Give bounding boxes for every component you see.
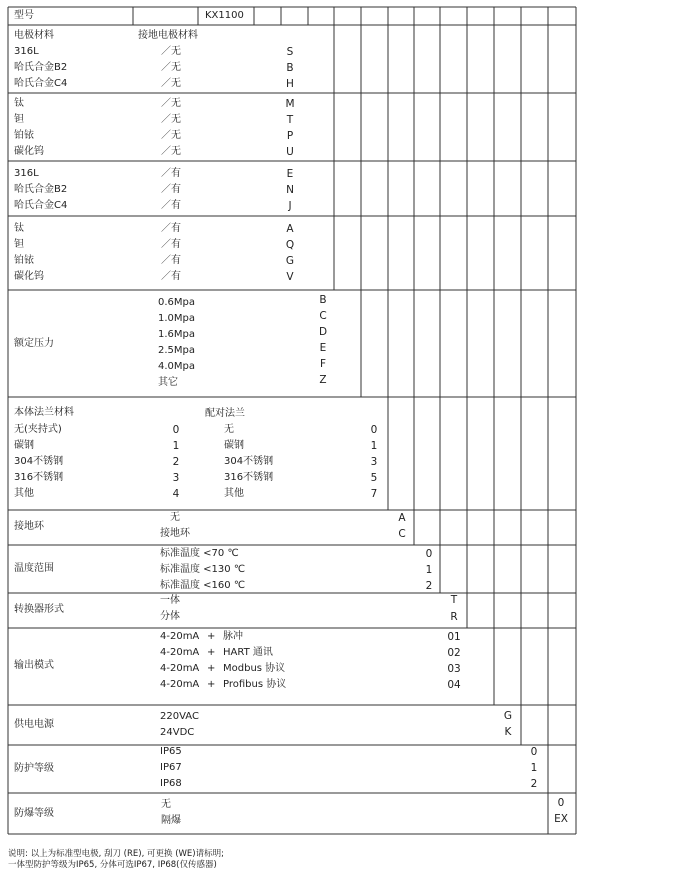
- ground-electrode-option: ／无: [161, 78, 181, 89]
- electrode-material: 哈氏合金B2: [14, 62, 68, 73]
- ground-ring-code: A: [398, 512, 406, 524]
- explosion-code: 0: [557, 797, 565, 809]
- explosion-label: 防爆等级: [14, 808, 54, 819]
- model-label: 型号: [14, 10, 34, 21]
- flange-code: 4: [172, 488, 180, 500]
- electrode-material: 铂铱: [14, 255, 34, 266]
- flange-option: 无(夹持式): [14, 424, 62, 435]
- electrode-code: S: [286, 46, 294, 58]
- pressure-code: B: [319, 294, 327, 306]
- temperature-option: 标准温度 <160 ℃: [160, 580, 246, 591]
- power-code: G: [503, 710, 513, 722]
- ground-ring-label: 接地环: [14, 521, 44, 532]
- protection-code: 1: [530, 762, 538, 774]
- electrode-code: M: [285, 98, 295, 110]
- ground-electrode-option: ／无: [161, 130, 181, 141]
- power-option: 220VAC: [160, 711, 199, 722]
- mating-flange-option: 碳钢: [224, 440, 244, 451]
- electrode-material: 哈氏合金B2: [14, 184, 68, 195]
- output-protocol: Profibus 协议: [223, 679, 287, 690]
- output-plus: +: [207, 647, 216, 658]
- output-signal: 4-20mA: [160, 663, 200, 674]
- electrode-material: 钽: [14, 239, 24, 250]
- converter-code: R: [450, 611, 458, 623]
- note-line-1: 说明: 以上为标准型电极, 刮刀 (RE), 可更换 (WE)请标明;: [8, 849, 224, 859]
- flange-code: 2: [172, 456, 180, 468]
- mating-flange-label: 配对法兰: [205, 408, 245, 419]
- ground-electrode-option: ／有: [161, 200, 181, 211]
- protection-option: IP65: [160, 746, 182, 757]
- output-signal: 4-20mA: [160, 647, 200, 658]
- protection-option: IP67: [160, 762, 182, 773]
- ground-electrode-option: ／无: [161, 62, 181, 73]
- protection-label: 防护等级: [14, 763, 54, 774]
- output-protocol: HART 通讯: [223, 647, 273, 658]
- mating-flange-code: 5: [370, 472, 378, 484]
- ground-ring-option: 无: [170, 512, 180, 523]
- electrode-code: E: [286, 168, 294, 180]
- temperature-code: 1: [425, 564, 433, 576]
- explosion-option: 无: [161, 799, 171, 810]
- power-code: K: [504, 726, 512, 738]
- ground-electrode-option: ／有: [161, 184, 181, 195]
- pressure-label: 额定压力: [14, 338, 54, 349]
- ground-electrode-option: ／有: [161, 271, 181, 282]
- converter-code: T: [450, 594, 458, 606]
- pressure-code: F: [319, 358, 327, 370]
- pressure-code: C: [319, 310, 327, 322]
- output-plus: +: [207, 679, 216, 690]
- temperature-label: 温度范围: [14, 563, 54, 574]
- output-label: 输出模式: [14, 660, 54, 671]
- mating-flange-code: 7: [370, 488, 378, 500]
- temperature-code: 0: [425, 548, 433, 560]
- flange-code: 3: [172, 472, 180, 484]
- electrode-material: 碳化钨: [14, 146, 44, 157]
- electrode-material: 哈氏合金C4: [14, 78, 68, 89]
- ground-electrode-option: ／有: [161, 168, 181, 179]
- mating-flange-code: 1: [370, 440, 378, 452]
- output-code: 03: [447, 663, 461, 675]
- explosion-code: EX: [554, 813, 568, 825]
- converter-label: 转换器形式: [14, 604, 64, 615]
- flange-code: 1: [172, 440, 180, 452]
- ground-electrode-option: ／有: [161, 239, 181, 250]
- electrode-code: J: [288, 200, 292, 212]
- temperature-option: 标准温度 <70 ℃: [160, 548, 239, 559]
- flange-option: 304不锈钢: [14, 456, 64, 467]
- ground-electrode-option: ／无: [161, 98, 181, 109]
- pressure-option: 2.5Mpa: [158, 345, 196, 356]
- flange-option: 316不锈钢: [14, 472, 64, 483]
- mating-flange-option: 304不锈钢: [224, 456, 274, 467]
- pressure-option: 1.0Mpa: [158, 313, 196, 324]
- electrode-code: V: [286, 271, 294, 283]
- ground-electrode-option: ／无: [161, 146, 181, 157]
- electrode-code: B: [286, 62, 294, 74]
- pressure-option: 4.0Mpa: [158, 361, 196, 372]
- power-option: 24VDC: [160, 727, 195, 738]
- output-code: 01: [447, 631, 461, 643]
- flange-option: 碳钢: [14, 440, 34, 451]
- electrode-code: A: [286, 223, 294, 235]
- ground-electrode-option: ／无: [161, 114, 181, 125]
- pressure-code: D: [318, 326, 328, 338]
- converter-option: 一体: [160, 595, 180, 606]
- electrode-material: 316L: [14, 168, 39, 179]
- temperature-code: 2: [425, 580, 433, 592]
- output-signal: 4-20mA: [160, 679, 200, 690]
- ground-ring-code: C: [398, 528, 406, 540]
- explosion-option: 隔爆: [161, 815, 181, 826]
- mating-flange-option: 其他: [224, 488, 244, 499]
- electrode-code: Q: [285, 239, 295, 251]
- electrode-material: 钛: [14, 98, 24, 109]
- ground-electrode-title: 接地电极材料: [138, 30, 198, 41]
- output-protocol: Modbus 协议: [223, 663, 286, 674]
- electrode-material: 316L: [14, 46, 39, 57]
- model-value: KX1100: [205, 10, 244, 21]
- converter-option: 分体: [160, 611, 180, 622]
- pressure-option: 0.6Mpa: [158, 297, 196, 308]
- mating-flange-option: 316不锈钢: [224, 472, 274, 483]
- electrode-material: 钛: [14, 223, 24, 234]
- mating-flange-code: 0: [370, 424, 378, 436]
- ground-electrode-option: ／有: [161, 223, 181, 234]
- mating-flange-code: 3: [370, 456, 378, 468]
- electrode-code: U: [286, 146, 294, 158]
- electrode-material: 哈氏合金C4: [14, 200, 68, 211]
- electrode-code: H: [286, 78, 294, 90]
- output-code: 04: [447, 679, 461, 691]
- flange-code: 0: [172, 424, 180, 436]
- power-label: 供电电源: [14, 719, 54, 730]
- ground-ring-option: 接地环: [160, 528, 190, 539]
- output-plus: +: [207, 663, 216, 674]
- pressure-option: 1.6Mpa: [158, 329, 196, 340]
- electrode-code: P: [286, 130, 294, 142]
- output-signal: 4-20mA: [160, 631, 200, 642]
- pressure-code: Z: [319, 374, 327, 386]
- protection-code: 2: [530, 778, 538, 790]
- ground-electrode-option: ／有: [161, 255, 181, 266]
- flange-label: 本体法兰材料: [14, 407, 74, 418]
- electrode-material-title: 电极材料: [14, 30, 54, 41]
- flange-option: 其他: [14, 488, 34, 499]
- pressure-option: 其它: [158, 377, 178, 388]
- electrode-code: N: [286, 184, 294, 196]
- output-plus: +: [207, 631, 216, 642]
- electrode-code: G: [285, 255, 295, 267]
- ground-electrode-option: ／无: [161, 46, 181, 57]
- protection-option: IP68: [160, 778, 182, 789]
- note-line-2: 一体型防护等级为IP65, 分体可选IP67, IP68(仅传感器): [8, 860, 217, 870]
- pressure-code: E: [319, 342, 327, 354]
- temperature-option: 标准温度 <130 ℃: [160, 564, 246, 575]
- output-protocol: 脉冲: [223, 631, 243, 642]
- electrode-code: T: [286, 114, 294, 126]
- protection-code: 0: [530, 746, 538, 758]
- electrode-material: 铂铱: [14, 130, 34, 141]
- mating-flange-option: 无: [224, 424, 234, 435]
- electrode-material: 碳化钨: [14, 271, 44, 282]
- output-code: 02: [447, 647, 461, 659]
- electrode-material: 钽: [14, 114, 24, 125]
